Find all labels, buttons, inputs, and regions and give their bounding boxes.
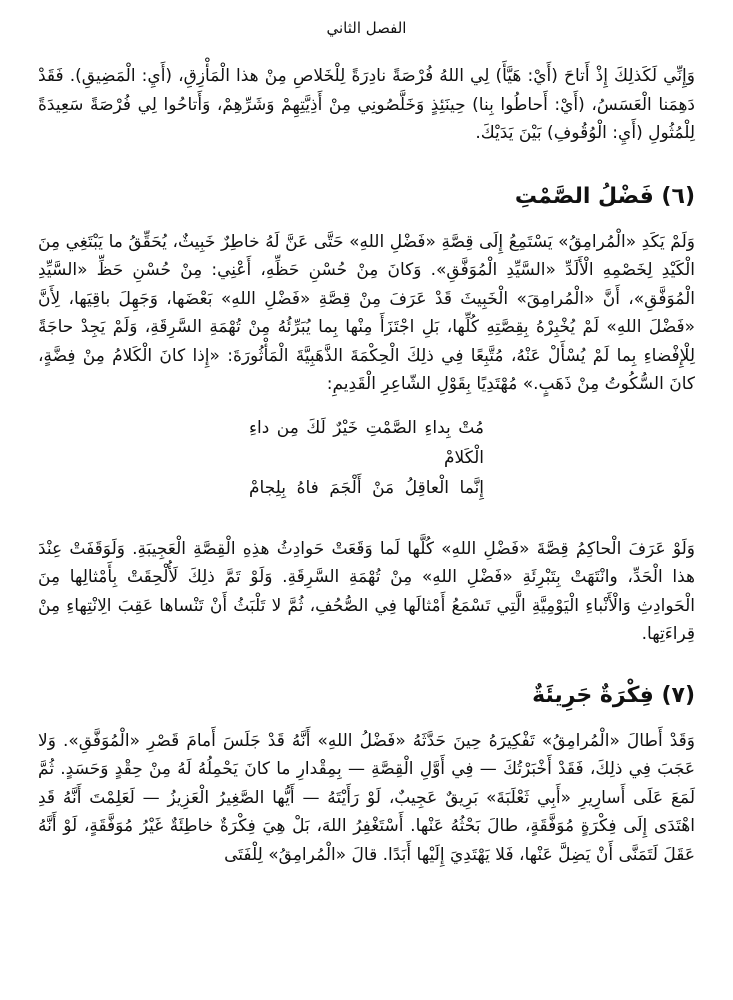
section-6-paragraph-2: وَلَوْ عَرَفَ الْحاكِمُ قِصَّةَ «فَضْلِ اللهِ» كُلَّها لَما وَقَعَتْ حَوادِثُ هذِهِ الْقِصَّةِ الْعَجِيبَةِ. وَلَوَقَفَتْ عِنْدَ هذا الْحَدِّ، وانْتَهَتْ بِتَبْرِئَةِ «فَضْلِ اللهِ» مِنْ تُهْمَةِ السَّرِقَةِ. وَلَوْ تَمَّ ذلِكَ لَأُلْحِقَتْ بِأَمْثالِها مِنَ الْحَوادِثِ وَالْأَنْباءِ الْيَوْمِيَّةِ الَّتِي تَسْمَعُ أَمْثالَها فِي الصُّحُفِ، ثُمَّ لا تَلْبَثُ أَنْ تَنْساها عَقِبَ الِانْتِهاءِ مِنْ قِراءَتِها. (38, 538, 695, 644)
poem-line-1: مُتْ بِداءِ الصَّمْتِ خَيْرٌ لَكَ مِن داءِ الْكَلامْ (249, 417, 484, 468)
section-7-paragraph-1: وَقَدْ أَطالَ «الْمُرامِقُ» تَفْكِيرَهُ حِينَ حَدَّثَهُ «فَضْلُ اللهِ» أَنَّهُ قَدْ جَلَسَ أَمامَ قَصْرِ «الْمُوَفَّقِ». وَلا عَجَبَ فِي ذلِكَ، فَقَدْ أَخْبَرْتُكَ — فِي أَوَّلِ الْقِصَّةِ — بِمِقْدارِ ما كانَ يَحْمِلُهُ لَهُ مِنْ حِقْدٍ وَحَسَدٍ. ثُمَّ لَمَعَ عَلَى أَسارِيرِ «أَبِي ثَعْلَبَةَ» بَرِيقٌ عَجِيبٌ، لَوْ رَأَيْتَهُ — أَيُّها الصَّغِيرُ الْعَزِيزُ — لَعَلِمْتَ أَنَّهُ قَدِ اهْتَدَى إِلَى فِكْرَةٍ مُوَفَّقَةٍ، طالَ بَحْثُهُ عَنْها. أَسْتَغْفِرُ اللهَ، بَلْ هِيَ فِكْرَةٌ خاطِئَةٌ غَيْرُ مُوَفَّقَةٍ، لَوْ أَنَّهُ عَقَلَ لَتَمَنَّى أَنْ يَضِلَّ عَنْها، فَلا يَهْتَدِيَ إِلَيْها أَبَدًا. قالَ «الْمُرامِقُ» لِلْفَتَى (38, 730, 695, 865)
chapter-header: الفصل الثاني (326, 19, 407, 37)
book-page (38, 0, 695, 1000)
section-7-title: (٧) فِكْرَةٌ جَرِيئَةٌ (532, 682, 695, 708)
poem-line-2: إِنَّما الْعاقِلُ مَنْ أَلْجَمَ فاهُ بِلِجامْ (249, 477, 484, 498)
poem-verse (249, 413, 484, 503)
section-6-paragraph-1: وَلَمْ يَكَدِ «الْمُرامِقُ» يَسْتَمِعُ إِلَى قِصَّةِ «فَضْلِ اللهِ» حَتَّى عَنَّ لَهُ خاطِرٌ خَبِيثٌ، يُحَقِّقُ ما يَبْتَغِي مِنَ الْكَيْدِ لِخَصْمِهِ الْأَلَدِّ «السَّيِّدِ الْمُوَفَّقِ». وَكانَ مِنْ حُسْنِ حَظِّهِ، أَعْنِي: مِنْ حُسْنِ حَظِّ «السَّيِّدِ الْمُوَفَّقِ»، أَنَّ «الْمُرامِقَ» الْخَبِيثَ قَدْ عَرَفَ مِنْ قِصَّةِ «فَضْلِ اللهِ» بَعْضَها، وَجَهِلَ باقِيَها، لِأَنَّ «فَضْلَ اللهِ» لَمْ يُخْبِرْهُ بِقِصَّتِهِ كُلِّها، بَلِ اجْتَزَأَ مِنْها بِما يُبَرِّئُهُ مِنْ تُهْمَةِ السَّرِقَةِ، وَلَمْ يَجِدْ حاجَةً لِلْإِفْضاءِ بِما لَمْ يُسْأَلْ عَنْهُ، مُتَّبِعًا فِي ذلِكَ الْحِكْمَةَ الذَّهَبِيَّةَ الْمَأْثُورَةَ: «إِذا كانَ الْكَلامُ مِنْ فِضَّةٍ، كانَ السُّكُوتُ مِنْ ذَهَبٍ.» مُهْتَدِيًا بِقَوْلِ الشّاعِرِ الْقَدِيمِ: (38, 231, 695, 394)
section-6-title: (٦) فَضْلُ الصَّمْتِ (514, 183, 695, 209)
intro-paragraph: وَإِنِّي لَكَذلِكَ إِذْ أَتاحَ (أَيْ: هَيَّأَ) لِي اللهُ فُرْصَةً نادِرَةً لِلْخَلاصِ مِنْ هذا الْمَأْزِقِ، (أَيِ: الْمَضِيقِ). فَقَدْ دَهِمَنا الْعَسَسُ، (أَيْ: أَحاطُوا بِنا) حِينَئِذٍ وَخَلَّصُونِي مِنْ أَذِيَّتِهِمْ وَشَرِّهِمْ، وَأَتاحُوا لِي فُرْصَةً سَعِيدَةً لِلْمُثُولِ (أَيِ: الْوُقُوفِ) بَيْنَ يَدَيْكَ. (38, 66, 695, 143)
